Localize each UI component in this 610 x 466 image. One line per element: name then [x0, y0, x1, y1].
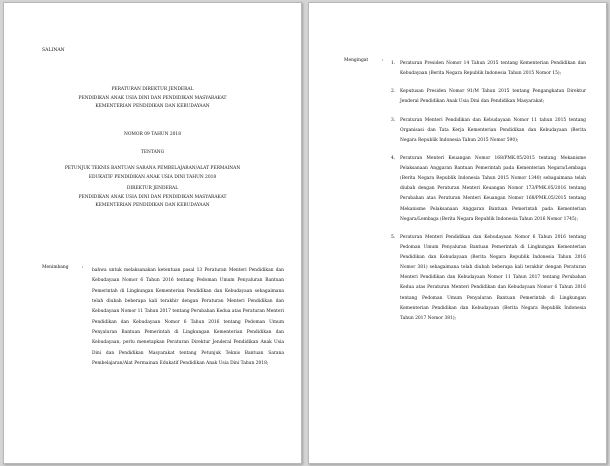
list-item [391, 233, 586, 324]
list-number: 5. [391, 234, 396, 240]
document-page-left [3, 2, 302, 464]
subject-line: EDUKATIF PENDIDIKAN ANAK USIA DINI TAHUN 2018 [88, 174, 217, 180]
signer-line: DIREKTUR JENDERAL [126, 186, 179, 191]
subject-line: PETUNJUK TEKNIS BANTUAN SARANA PEMBELAJARAN/ALAT PERMAINAN [64, 166, 241, 171]
mengingat-label: Mengingat [344, 58, 369, 63]
list-text: Peraturan Menteri Pendidikan dan Kebudayaan Nomor 11 tahun 2015 tentang Organisasi dan Tata Kerja Kementerian Pendidikan dan Kebudayaan (Berita Negara Republik Indonesia Tahun 2015 Nomor 590); [400, 117, 586, 143]
menimbang-text: bahwa untuk melaksanakan ketentuan pasal 13 Peraturan Menteri Pendidikan dan Kebudayaan Nomor 6 Tahun 2016 tentang Pedoman Umum Penyaluran Bantuan Pemerintah di Lingkungan Kementerian Pendidikan dan Kebudayaan sebagaimana telah diubah beberapa kali terakhir dengan Peraturan Menteri Pendidikan dan Kebudayaan Nomor 11 Tahun 2017 tentang Perubahan Kedua atas Peraturan Menteri Pendidikan dan Kebudayaan Nomor 6 Tahun 2016 tentang Pedoman Umum Penyaluran Bantuan Pemerintah di Lingkungan Kementerian Pendidikan dan Kebudayaan, perlu menetapkan Peraturan Direktur Jenderal Pendidikan Anak Usia Dini dan Pendidikan Masyarakat tentang Petunjuk Teknis Bantuan Sarana Pembelajaran/Alat Permainan Edukatif Pendidikan Anak Usia Dini Tahun 2018; [92, 268, 284, 367]
title-line: PERATURAN DIREKTUR JENDERAL [111, 87, 194, 92]
regulation-number [4, 131, 301, 140]
list-text: Peraturan Presiden Nomor 14 Tahun 2015 tentang Kementerian Pendidikan dan Kebudayaan (Berita Negara Republik Indonesia Tahun 2015 Nomor 15); [400, 61, 586, 77]
list-number: 1. [391, 61, 396, 66]
menimbang-colon: : [82, 265, 84, 270]
list-number: 2. [391, 89, 396, 95]
signer-block [4, 185, 301, 211]
title-line: PENDIDIKAN ANAK USIA DINI DAN PENDIDIKAN MASYARAKAT [78, 95, 227, 101]
menimbang-label: Menimbang [42, 265, 69, 270]
regulation-title [4, 86, 301, 112]
list-text: Keputusan Presiden Nomor 91/M Tahun 2015 tentang Pengangkatan Direktur Jenderal Pendidikan Anak Usia Dini dan Pendidikan Masyarakat; [400, 89, 586, 105]
list-item [391, 154, 586, 225]
title-line: KEMENTERIAN PENDIDIKAN DAN KEBUDAYAAN [95, 104, 210, 110]
list-number: 3. [391, 117, 396, 123]
list-text: Peraturan Menteri Keuangan Nomor 168/PMK.05/2015 tentang Mekanisme Pelaksanaan Anggaran Bantuan Pemerintah pada Kementerian Negara/Lembaga (Berita Negara Republik Indonesia Tahun 2015 Nomor 1340) sebagaimana telah diubah dengan Peraturan Menteri Keuangan Nomor 173/PMK.05/2016 tentang Perubahan atas Peraturan Menteri Keuangan Nomor 168/PMK.05/2015 tentang Mekanisme Pelaksanaan Anggaran Bantuan Pemerintah pada Kementerian Negara/Lembaga (Berita Negara Republik Indonesia Tahun 2016 Nomor 1745); [400, 155, 586, 222]
regulation-subject [4, 165, 301, 182]
mengingat-colon: : [382, 58, 384, 63]
number-line: NOMOR 09 TAHUN 2018 [123, 132, 182, 137]
tentang-heading [4, 149, 301, 158]
mengingat-list [391, 59, 586, 332]
list-text: Peraturan Menteri Pendidikan dan Kebudayaan Nomor 6 Tahun 2016 tentang Pedoman Umum Penyaluran Bantuan Pemerintah di Lingkungan Kementerian Pendidikan dan Kebudayaan (Berita Negara Republik Indonesia Tahun 2016 Nomor 381) sebagaimana telah diubah beberapa kali terakhir dengan Peraturan Menteri Pendidikan dan Kebudayaan Nomor 11 Tahun 2017 tentang Perubahan Kedua atas Peraturan Menteri Pendidikan dan Kebudayaan Nomor 6 Tahun 2016 tentang Pedoman Umum Penyaluran Bantuan Pemerintah di Lingkungan Kementerian Pendidikan dan Kebudayaan (Berita Negara Republik Indonesia Tahun 2017 Nomor 381); [400, 234, 586, 321]
salinan-label: SALINAN [42, 48, 65, 53]
signer-line: KEMENTERIAN PENDIDIKAN DAN KEBUDAYAAN [95, 203, 210, 209]
list-number: 4. [391, 155, 396, 161]
list-item [391, 87, 586, 107]
list-item [391, 59, 586, 79]
signer-line: PENDIDIKAN ANAK USIA DINI DAN PENDIDIKAN MASYARAKAT [78, 194, 227, 200]
document-page-right [308, 2, 607, 464]
tentang-line: TENTANG [140, 150, 165, 155]
list-item [391, 116, 586, 146]
